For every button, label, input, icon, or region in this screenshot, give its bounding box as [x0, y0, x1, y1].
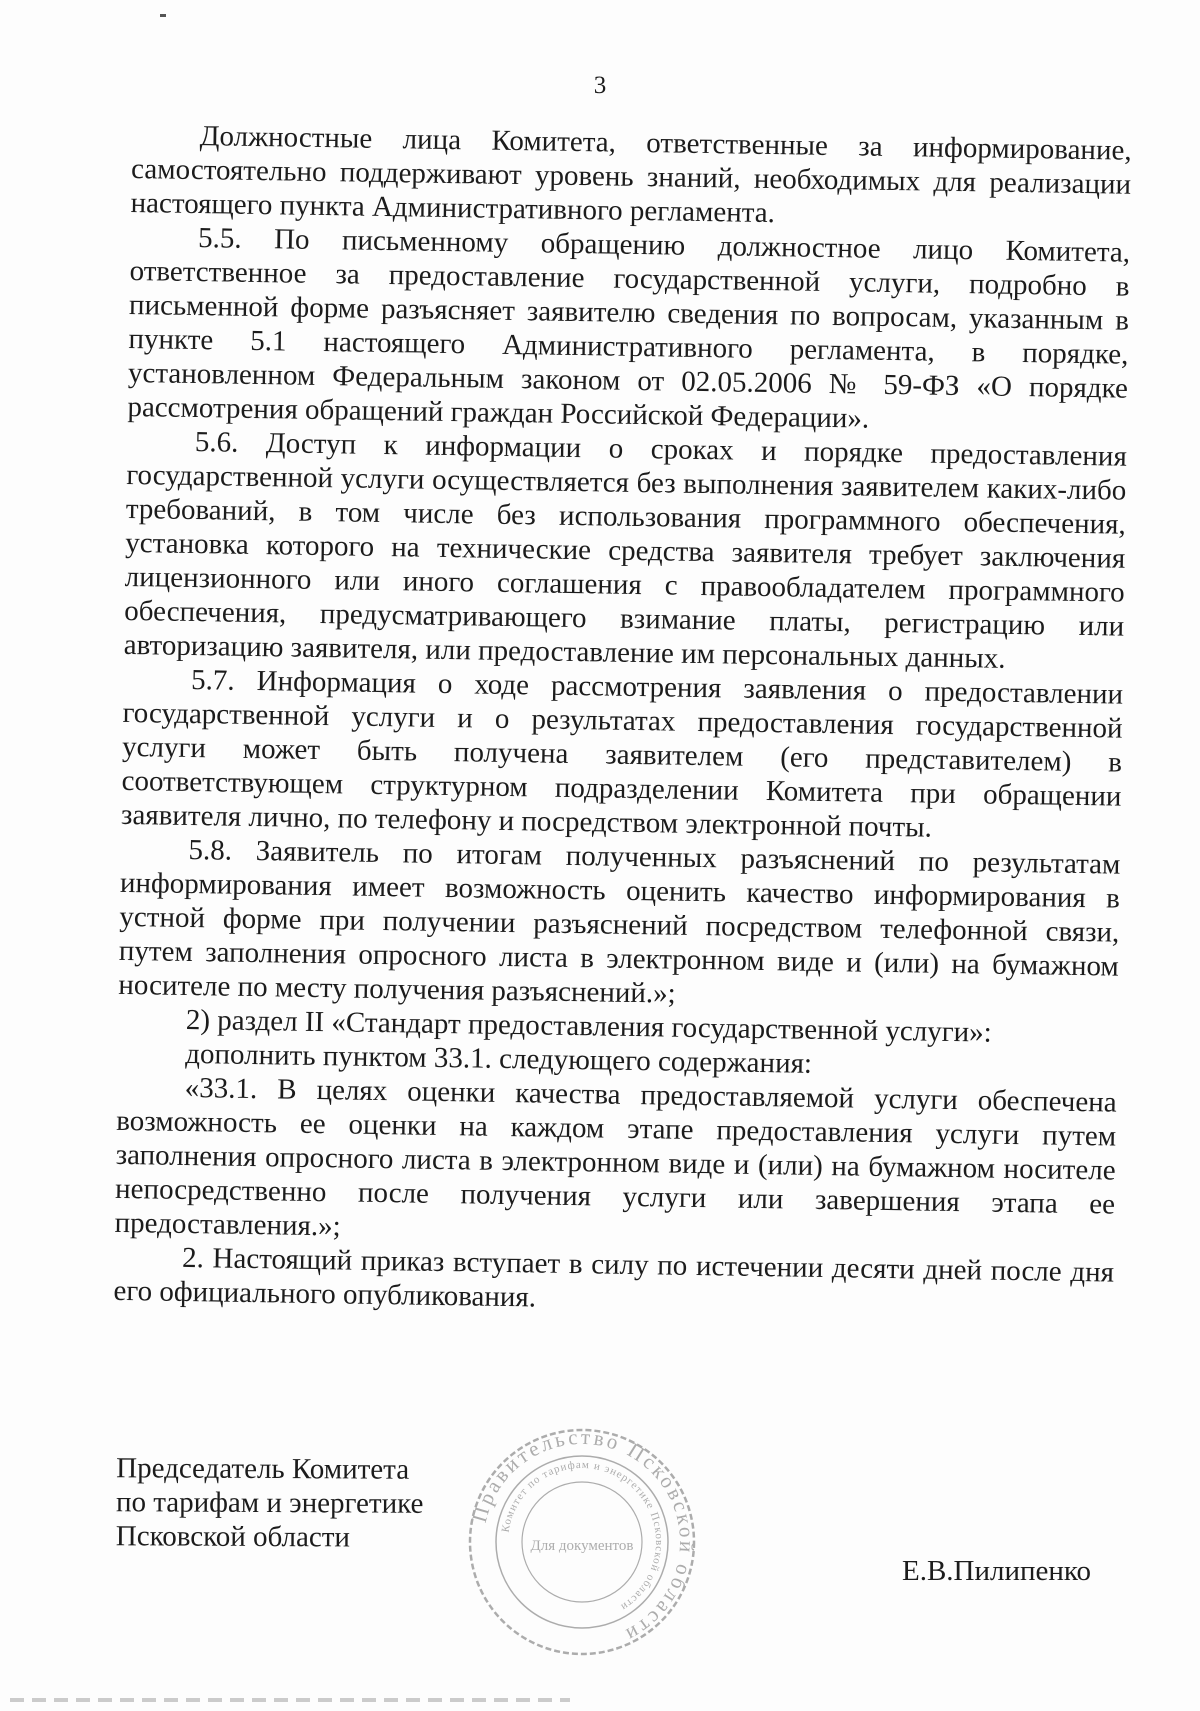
stamp-center-text: Для документов — [530, 1538, 634, 1554]
paragraph-officials: Должностные лица Комитета, ответственные за информирование, самостоятельно поддерживают уровень знаний, необходимых для реализации настоящего пункта Административного регламента. — [130, 120, 1132, 230]
paragraph-5-5: 5.5. По письменному обращению должностное лицо Комитета, ответственное за предоставление государственной услуги, подробно в письменной форме разъясняет заявителю сведения по вопросам, указанным в пункте 5.1 настоящего Административного регламента, в порядке, установленном Федеральным законом от 02.05.2006 № 59-ФЗ «О порядке рассмотрения обращений граждан Российской Федерации». — [127, 222, 1131, 435]
signatory-position-line: по тарифам и энергетике — [115, 1486, 424, 1520]
official-stamp — [462, 1422, 702, 1662]
paragraph-entry-into-force: 2. Настоящий приказ вступает в силу по истечении десяти дней после дня его официального опубликования. — [113, 1241, 1115, 1314]
paragraph-5-8: 5.8. Заявитель по итогам полученных разъяснений по результатам информирования имеет возможность оценить качество информирования в устной форме при получении разъяснений посредством телефонной связи, путем заполнения опросного листа в электронном виде и (или) на бумажном носителе по месту получения разъяснений.»; — [118, 833, 1121, 1010]
document-body — [113, 118, 1132, 1324]
signatory-position-line: Псковской области — [115, 1520, 351, 1554]
stamp-outer-text: Правительство Псковской области — [467, 1424, 700, 1649]
paragraph-5-7: 5.7. Информация о ходе рассмотрения заявления о предоставлении государственной услуги и о результатах предоставления государственной услуги может быть получена заявителем (его представителем) в соответствующем структурном подразделении Комитета при обращении заявителя лично, по телефону и посредством электронной почты. — [120, 664, 1124, 844]
signatory-name: Е.В.Пилипенко — [902, 1555, 1092, 1587]
signatory-position-line: Председатель Комитета — [116, 1452, 410, 1486]
scan-artifact — [160, 14, 166, 17]
signatory-position — [116, 1451, 424, 1555]
stamp-inner-text: Комитет по тарифам и энергетике Псковской области — [499, 1458, 666, 1614]
paragraph-5-6: 5.6. Доступ к информации о сроках и порядке предоставления государственной услуги осуществляется без выполнения заявителем каких-либо требований, в том числе без использования программного обеспечения, установка которого на технические средства заявителя требует заключения лицензионного или иного соглашения с правообладателем программного обеспечения, предусматривающего взимание платы, регистрацию или авторизацию заявителя, или предоставление им персональных данных. — [123, 426, 1128, 675]
page-number: 3 — [593, 72, 607, 99]
paragraph-section-2: 2) раздел II «Стандарт предоставления государственной услуги»: — [185, 1003, 992, 1049]
paragraph-amend-33-1: дополнить пунктом 33.1. следующего содержания: — [185, 1037, 813, 1080]
paragraph-33-1-text: «33.1. В целях оценки качества предоставляемой услуги обеспечена возможность ее оценки на каждом этапе предоставления услуги путем заполнения опросного листа в электронном виде и (или) на бумажном носителе непосредственно после получения услуги или завершения этапа ее предоставления.»; — [114, 1071, 1117, 1243]
scan-artifact-bottom — [10, 1698, 570, 1702]
